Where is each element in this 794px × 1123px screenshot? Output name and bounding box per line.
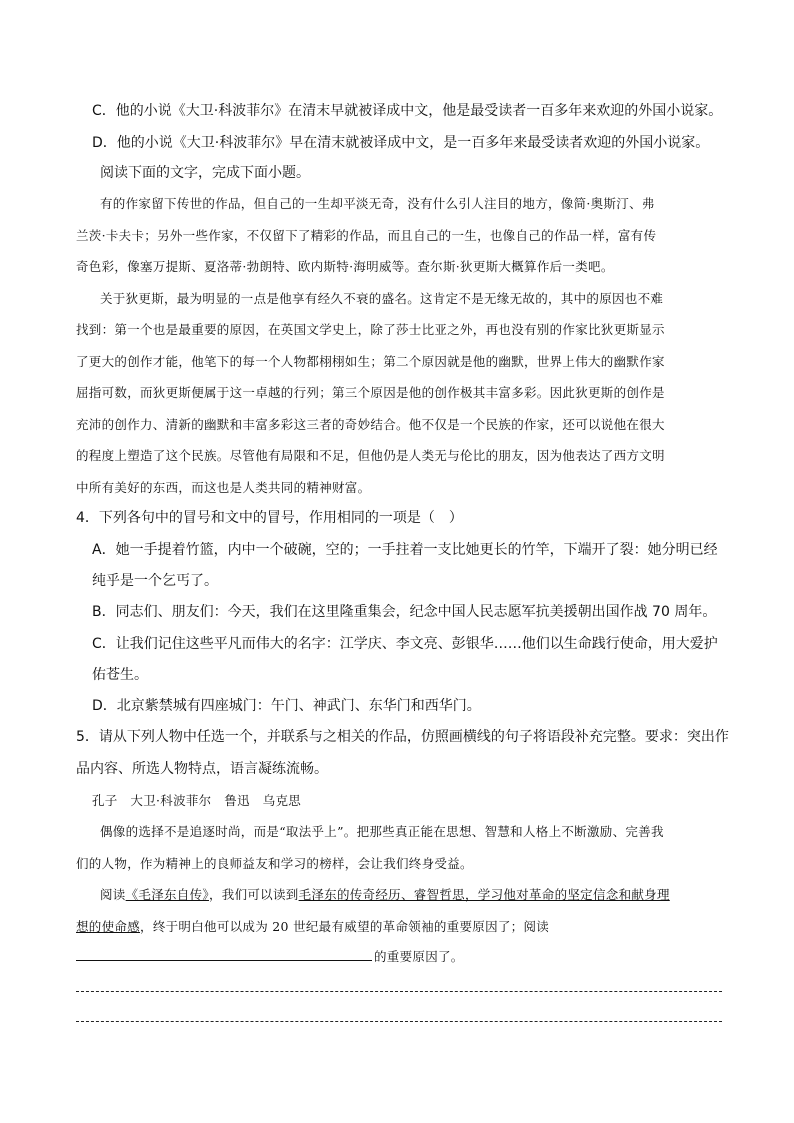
q4-option-c-line-1: C．让我们记住这些平凡而伟大的名字：江学庆、李文亮、彭银华……他们以生命践行使命，用大爱护	[92, 636, 718, 652]
q4-stem: 4．下列各句中的冒号和文中的冒号，作用相同的一项是（ ）	[76, 510, 463, 526]
passage-p2-line-5: 充沛的创作力、清新的幽默和丰富多彩这三者的奇妙结合。他不仅是一个民族的作家，还可以说他在很大	[76, 417, 665, 432]
q5-paragraph-1-line-1: 偶像的选择不是追逐时尚，而是“取法乎上”。把那些真正能在思想、智慧和人格上不断激励、完善我	[100, 824, 664, 839]
passage-p2-line-1: 关于狄更斯，最为明显的一点是他享有经久不衰的盛名。这肯定不是无缘无故的，其中的原因也不难	[100, 291, 664, 306]
q5-answer-suffix: 的重要原因了。	[374, 949, 464, 964]
q5-stem-line-2: 品内容、所选人物特点，语言凝练流畅。	[76, 761, 328, 777]
passage-p2-line-3: 了更大的创作才能，他笔下的每一个人物都栩栩如生；第二个原因就是他的幽默，世界上伟大的幽默作家	[76, 354, 665, 369]
answer-rule-2[interactable]	[76, 1021, 722, 1022]
q5-example-connector: ，我们可以读到	[208, 887, 299, 902]
q4-option-a-line-1: A．她一手提着竹篮，内中一个破碗，空的；一手拄着一支比她更长的竹竿，下端开了裂：她分明已经	[92, 542, 718, 558]
q5-example-book-title: 《毛泽东自传》	[125, 887, 209, 902]
q4-option-d: D．北京紫禁城有四座城门：午门、神武门、东华门和西华门。	[92, 698, 481, 714]
passage-p1-line-3: 奇色彩，像塞万提斯、夏洛蒂·勃朗特、欧内斯特·海明威等。查尔斯·狄更斯大概算作后一类吧。	[76, 259, 614, 274]
passage-p1-line-2: 兰茨·卡夫卡；另外一些作家，不仅留下了精彩的作品，而且自己的一生，也像自己的作品一样，富有传	[76, 228, 657, 243]
passage-p2-line-6: 的程度上塑造了这个民族。尽管他有局限和不足，但他仍是人类无与伦比的朋友，因为他表达了西方文明	[76, 448, 665, 463]
q5-read-word: 阅读	[100, 887, 126, 902]
q5-answer-line	[76, 946, 464, 967]
q3-option-d: D．他的小说《大卫·科波菲尔》早在清末就被译成中文，是一百多年来最受读者欢迎的外国小说家。	[92, 135, 710, 151]
passage-p2-line-2: 找到：第一个也是最重要的原因，在英国文学史上，除了莎士比亚之外，再也没有别的作家比狄更斯显示	[76, 322, 665, 337]
q4-option-c-line-2: 佑苍生。	[92, 667, 148, 683]
reading-instruction: 阅读下面的文字，完成下面小题。	[100, 165, 310, 181]
q4-option-a-line-2: 纯乎是一个乞丐了。	[92, 573, 218, 589]
q5-people-list: 孔子 大卫·科波菲尔 鲁迅 乌克思	[92, 793, 302, 808]
q5-example-underlined-content: 毛泽东的传奇经历、睿智哲思，学习他对革命的坚定信念和献身理	[298, 887, 670, 902]
q5-paragraph-1-line-2: 们的人物，作为精神上的良师益友和学习的榜样，会让我们终身受益。	[76, 856, 473, 871]
q5-example-underlined-end: 想的使命感	[76, 919, 141, 934]
q4-option-b: B．同志们、朋友们：今天，我们在这里隆重集会，纪念中国人民志愿军抗美援朝出国作战 70 周年。	[92, 604, 717, 620]
q3-option-c: C．他的小说《大卫·科波菲尔》在清末早就被译成中文，他是最受读者一百多年来欢迎的外国小说家。	[92, 103, 723, 119]
passage-p2-line-7: 中所有美好的东西，而这也是人类共同的精神财富。	[76, 480, 371, 495]
q5-paragraph-2-line-2	[76, 917, 549, 937]
q5-paragraph-2-line-1	[100, 885, 670, 905]
passage-p2-line-4: 屈指可数，而狄更斯便属于这一卓越的行列；第三个原因是他的创作极其丰富多彩。因此狄更斯的创作是	[76, 385, 665, 400]
answer-rule-1[interactable]	[76, 991, 722, 992]
q5-example-conclusion: ，终于明白他可以成为 20 世纪最有威望的革命领袖的重要原因了；阅读	[140, 919, 550, 934]
q5-stem-line-1: 5．请从下列人物中任选一个，并联系与之相关的作品，仿照画横线的句子将语段补充完整。要求：突出作	[76, 729, 729, 745]
q5-fill-blank[interactable]	[76, 946, 372, 961]
passage-p1-line-1: 有的作家留下传世的作品，但自己的一生却平淡无奇，没有什么引人注目的地方，像简·奥斯汀、弗	[100, 196, 655, 211]
